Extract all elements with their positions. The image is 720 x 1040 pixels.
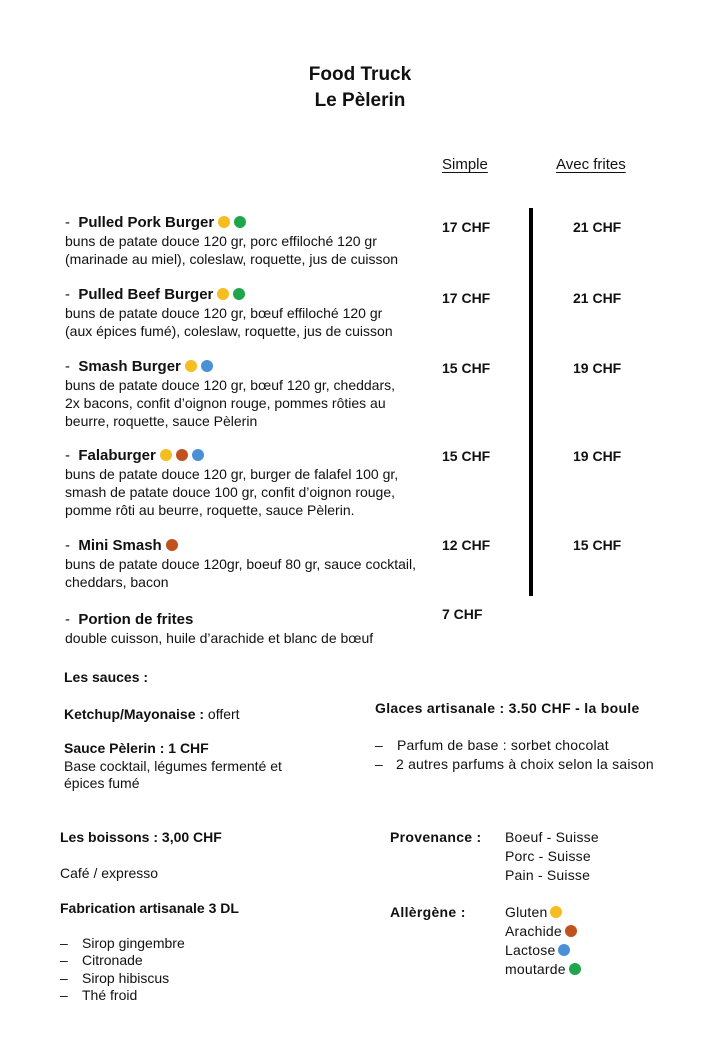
allergene-item bbox=[505, 960, 581, 979]
menu-item-description: double cuisson, huile d’arachide et blanc de bœuf bbox=[65, 630, 374, 646]
menu-item-name bbox=[65, 537, 178, 555]
sauce-ketchup bbox=[64, 705, 240, 724]
gluten-allergen-dot-icon bbox=[217, 288, 229, 300]
menu-title-line1: Food Truck bbox=[308, 64, 412, 85]
boisson-item: – Sirop gingembre bbox=[60, 935, 185, 951]
glaces-item-1: – Parfum de base : sorbet chocolat bbox=[375, 737, 609, 753]
menu-item-title: Pulled Pork Burger bbox=[78, 214, 215, 231]
menu-item-description: 2x bacons, confit d’oignon rouge, pommes rôties au bbox=[65, 395, 386, 411]
menu-item-dash: - bbox=[65, 611, 79, 628]
provenance-item: Pain - Suisse bbox=[505, 867, 591, 883]
menu-item-description: pomme rôti au beurre, roquette, sauce Pèlerin. bbox=[65, 502, 355, 518]
column-header-simple: Simple bbox=[442, 156, 488, 173]
price-simple: 15 CHF bbox=[442, 448, 491, 464]
allergene-name: Lactose bbox=[505, 942, 556, 958]
menu-item-description: (marinade au miel), coleslaw, roquette, jus de cuisson bbox=[65, 251, 399, 267]
sauces-title: Les sauces : bbox=[64, 669, 149, 685]
boissons-title: Les boissons : 3,00 CHF bbox=[60, 829, 222, 845]
menu-title-line2: Le Pèlerin bbox=[314, 90, 406, 111]
price-simple: 17 CHF bbox=[442, 219, 491, 235]
price-simple: 7 CHF bbox=[442, 606, 483, 622]
menu-item-title: Portion de frites bbox=[78, 611, 194, 628]
price-simple: 12 CHF bbox=[442, 537, 491, 553]
menu-item-description: buns de patate douce 120gr, boeuf 80 gr, sauce cocktail, bbox=[65, 556, 417, 572]
menu-item-description: buns de patate douce 120 gr, burger de falafel 100 gr, bbox=[65, 466, 399, 482]
menu-item-description: cheddars, bacon bbox=[65, 574, 169, 590]
sauce-pelerin-desc-1: Base cocktail, légumes fermenté et bbox=[64, 758, 282, 774]
price-avec-frites: 19 CHF bbox=[573, 448, 622, 464]
gluten-allergen-dot-icon bbox=[160, 449, 172, 461]
allergene-item bbox=[505, 941, 570, 960]
menu-item-title: Falaburger bbox=[78, 447, 156, 464]
gluten-allergen-dot-icon bbox=[550, 906, 562, 918]
price-avec-frites: 15 CHF bbox=[573, 537, 622, 553]
boisson-item: – Citronade bbox=[60, 952, 143, 968]
menu-item-name bbox=[65, 447, 204, 465]
glaces-item-2: – 2 autres parfums à choix selon la saison bbox=[375, 756, 654, 772]
menu-item-dash: - bbox=[65, 447, 79, 464]
menu-item-title: Mini Smash bbox=[78, 537, 162, 554]
allergene-name: Gluten bbox=[505, 904, 548, 920]
allergenes-label: Allèrgène : bbox=[390, 904, 466, 920]
boissons-cafe: Café / expresso bbox=[60, 865, 159, 881]
menu-item-title: Smash Burger bbox=[78, 358, 181, 375]
menu-item-name bbox=[65, 214, 246, 232]
moutarde-allergen-dot-icon bbox=[233, 288, 245, 300]
price-simple: 17 CHF bbox=[442, 290, 491, 306]
menu-item-dash: - bbox=[65, 537, 79, 554]
provenance-item: Boeuf - Suisse bbox=[505, 829, 599, 845]
gluten-allergen-dot-icon bbox=[185, 360, 197, 372]
menu-item-title: Pulled Beef Burger bbox=[78, 286, 214, 303]
menu-item-description: buns de patate douce 120 gr, bœuf 120 gr, cheddars, bbox=[65, 377, 396, 393]
sauce-ketchup-label: Ketchup/Mayonaise : bbox=[64, 706, 205, 722]
lactose-allergen-dot-icon bbox=[201, 360, 213, 372]
allergene-item bbox=[505, 903, 562, 922]
sauce-pelerin-title: Sauce Pèlerin : 1 CHF bbox=[64, 740, 209, 756]
moutarde-allergen-dot-icon bbox=[569, 963, 581, 975]
menu-item-dash: - bbox=[65, 358, 79, 375]
provenance-item: Porc - Suisse bbox=[505, 848, 591, 864]
menu-item-name bbox=[65, 358, 213, 376]
arachide-allergen-dot-icon bbox=[565, 925, 577, 937]
menu-item-description: smash de patate douce 100 gr, confit d’oignon rouge, bbox=[65, 484, 396, 500]
gluten-allergen-dot-icon bbox=[218, 216, 230, 228]
provenance-label: Provenance : bbox=[390, 829, 482, 845]
menu-item-dash: - bbox=[65, 214, 79, 231]
price-avec-frites: 19 CHF bbox=[573, 360, 622, 376]
price-avec-frites: 21 CHF bbox=[573, 290, 622, 306]
allergene-name: moutarde bbox=[505, 961, 566, 977]
menu-item-name bbox=[65, 286, 245, 304]
boissons-artisanal-title: Fabrication artisanale 3 DL bbox=[60, 900, 239, 916]
menu-item-description: buns de patate douce 120 gr, bœuf effiloché 120 gr bbox=[65, 305, 383, 321]
allergene-name: Arachide bbox=[505, 923, 562, 939]
boisson-item: – Sirop hibiscus bbox=[60, 970, 170, 986]
lactose-allergen-dot-icon bbox=[558, 944, 570, 956]
sauce-pelerin-desc-2: épices fumé bbox=[64, 775, 140, 791]
price-column-divider bbox=[529, 208, 533, 596]
allergene-item bbox=[505, 922, 577, 941]
arachide-allergen-dot-icon bbox=[166, 539, 178, 551]
menu-item-description: buns de patate douce 120 gr, porc effiloché 120 gr bbox=[65, 233, 377, 249]
boisson-item: – Thé froid bbox=[60, 987, 138, 1003]
column-header-avec-frites: Avec frites bbox=[556, 156, 626, 173]
lactose-allergen-dot-icon bbox=[192, 449, 204, 461]
menu-item-description: beurre, roquette, sauce Pèlerin bbox=[65, 413, 258, 429]
price-avec-frites: 21 CHF bbox=[573, 219, 622, 235]
menu-item-dash: - bbox=[65, 286, 79, 303]
sauce-ketchup-value: offert bbox=[204, 706, 240, 722]
menu-item-description: (aux épices fumé), coleslaw, roquette, jus de cuisson bbox=[65, 323, 393, 339]
price-simple: 15 CHF bbox=[442, 360, 491, 376]
moutarde-allergen-dot-icon bbox=[234, 216, 246, 228]
arachide-allergen-dot-icon bbox=[176, 449, 188, 461]
menu-item-name bbox=[65, 611, 193, 629]
glaces-title: Glaces artisanale : 3.50 CHF - la boule bbox=[375, 700, 640, 716]
